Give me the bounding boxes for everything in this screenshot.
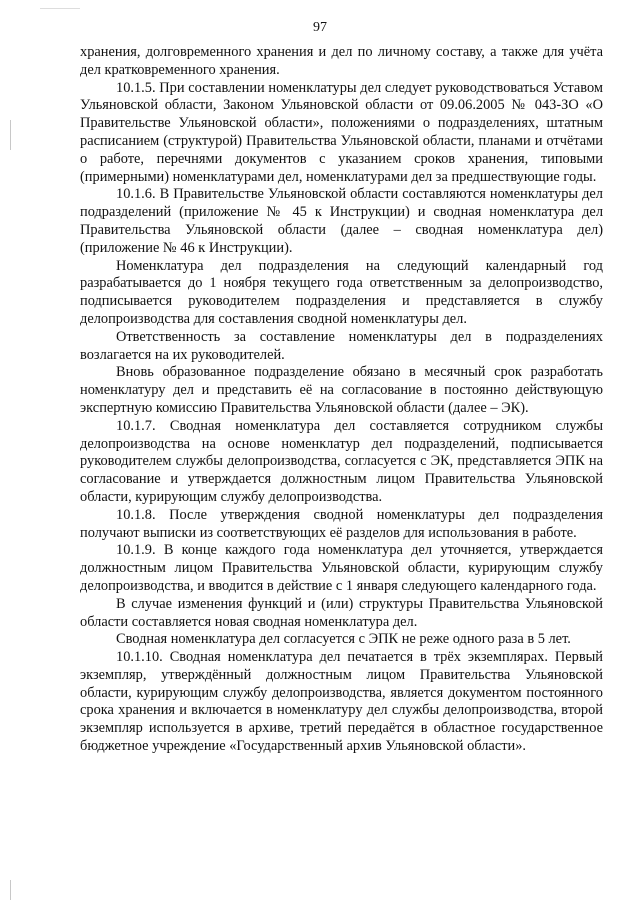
paragraph-responsibility: Ответственность за составление номенклатуры дел в подразделениях возлагается на их руководителей. xyxy=(80,328,603,363)
paragraph-10-1-10: 10.1.10. Сводная номенклатура дел печатается в трёх экземплярах. Первый экземпляр, утверждённый должностным лицом Правительства Ульяновской области, курирующим службу делопроизводства, является документом постоянного срока хранения и включается в номенклатуру дел службы делопроизводства, второй экземпляр используется в архиве, третий передаётся в областное государственное бюджетное учреждение «Государственный архив Ульяновской области». xyxy=(80,649,603,755)
scan-margin-mark xyxy=(10,120,11,150)
scan-margin-mark xyxy=(10,880,11,900)
paragraph-10-1-5: 10.1.5. При составлении номенклатуры дел следует руководствоваться Уставом Ульяновской области, Законом Ульяновской области от 09.06.2005 № 043-ЗО «О Правительстве Ульяновской области», положениями о подразделениях, штатным расписанием (структурой) Правительства Ульяновской области, планами и отчётами о работе, перечнями документов с указанием сроков хранения, типовыми (примерными) номенклатурами дел, номенклатурами дел за предшествующие годы. xyxy=(80,79,603,185)
paragraph-approval-period: Сводная номенклатура дел согласуется с ЭПК не реже одного раза в 5 лет. xyxy=(116,631,571,648)
paragraph-10-1-7: 10.1.7. Сводная номенклатура дел составляется сотрудником службы делопроизводства на основе номенклатур дел подразделений, подписывается руководителем службы делопроизводства, согласуется с ЭК, представляется ЭПК на согласование и утверждается должностным лицом Правительства Ульяновской области, курирующим службу делопроизводства. xyxy=(80,417,603,505)
paragraph-10-1-6: 10.1.6. В Правительстве Ульяновской области составляются номенклатуры дел подразделений (приложение № 45 к Инструкции) и сводная номенклатура дел Правительства Ульяновской области (далее – сводная номенклатура дел) (приложение № 46 к Инструкции). xyxy=(80,186,603,256)
paragraph-nomenclature-deadline: Номенклатура дел подразделения на следующий календарный год разрабатывается до 1 ноября текущего года ответственным за делопроизводство, подписывается руководителем подразделения и представляется в службу делопроизводства для составления сводной номенклатуры дел. xyxy=(80,257,603,327)
paragraph-10-1-8: 10.1.8. После утверждения сводной номенклатуры дел подразделения получают выписки из соответствующих её разделов для использования в работе. xyxy=(80,506,603,541)
page-number: 97 xyxy=(313,20,327,35)
paragraph-10-1-9: 10.1.9. В конце каждого года номенклатура дел уточняется, утверждается должностным лицом Правительства Ульяновской области, курирующим службу делопроизводства, и вводится в действие с 1 января следующего календарного года. xyxy=(80,542,603,594)
paragraph-continuation: хранения, долговременного хранения и дел по личному составу, а также для учёта дел кратковременного хранения. xyxy=(80,44,603,78)
scan-edge-mark xyxy=(40,8,80,9)
paragraph-structure-change: В случае изменения функций и (или) структуры Правительства Ульяновской области составляется новая сводная номенклатура дел. xyxy=(80,595,603,630)
paragraph-new-unit: Вновь образованное подразделение обязано в месячный срок разработать номенклатуру дел и представить её на согласование в постоянно действующую экспертную комиссию Правительства Ульяновской области (далее – ЭК). xyxy=(80,364,603,416)
document-body xyxy=(80,44,603,756)
